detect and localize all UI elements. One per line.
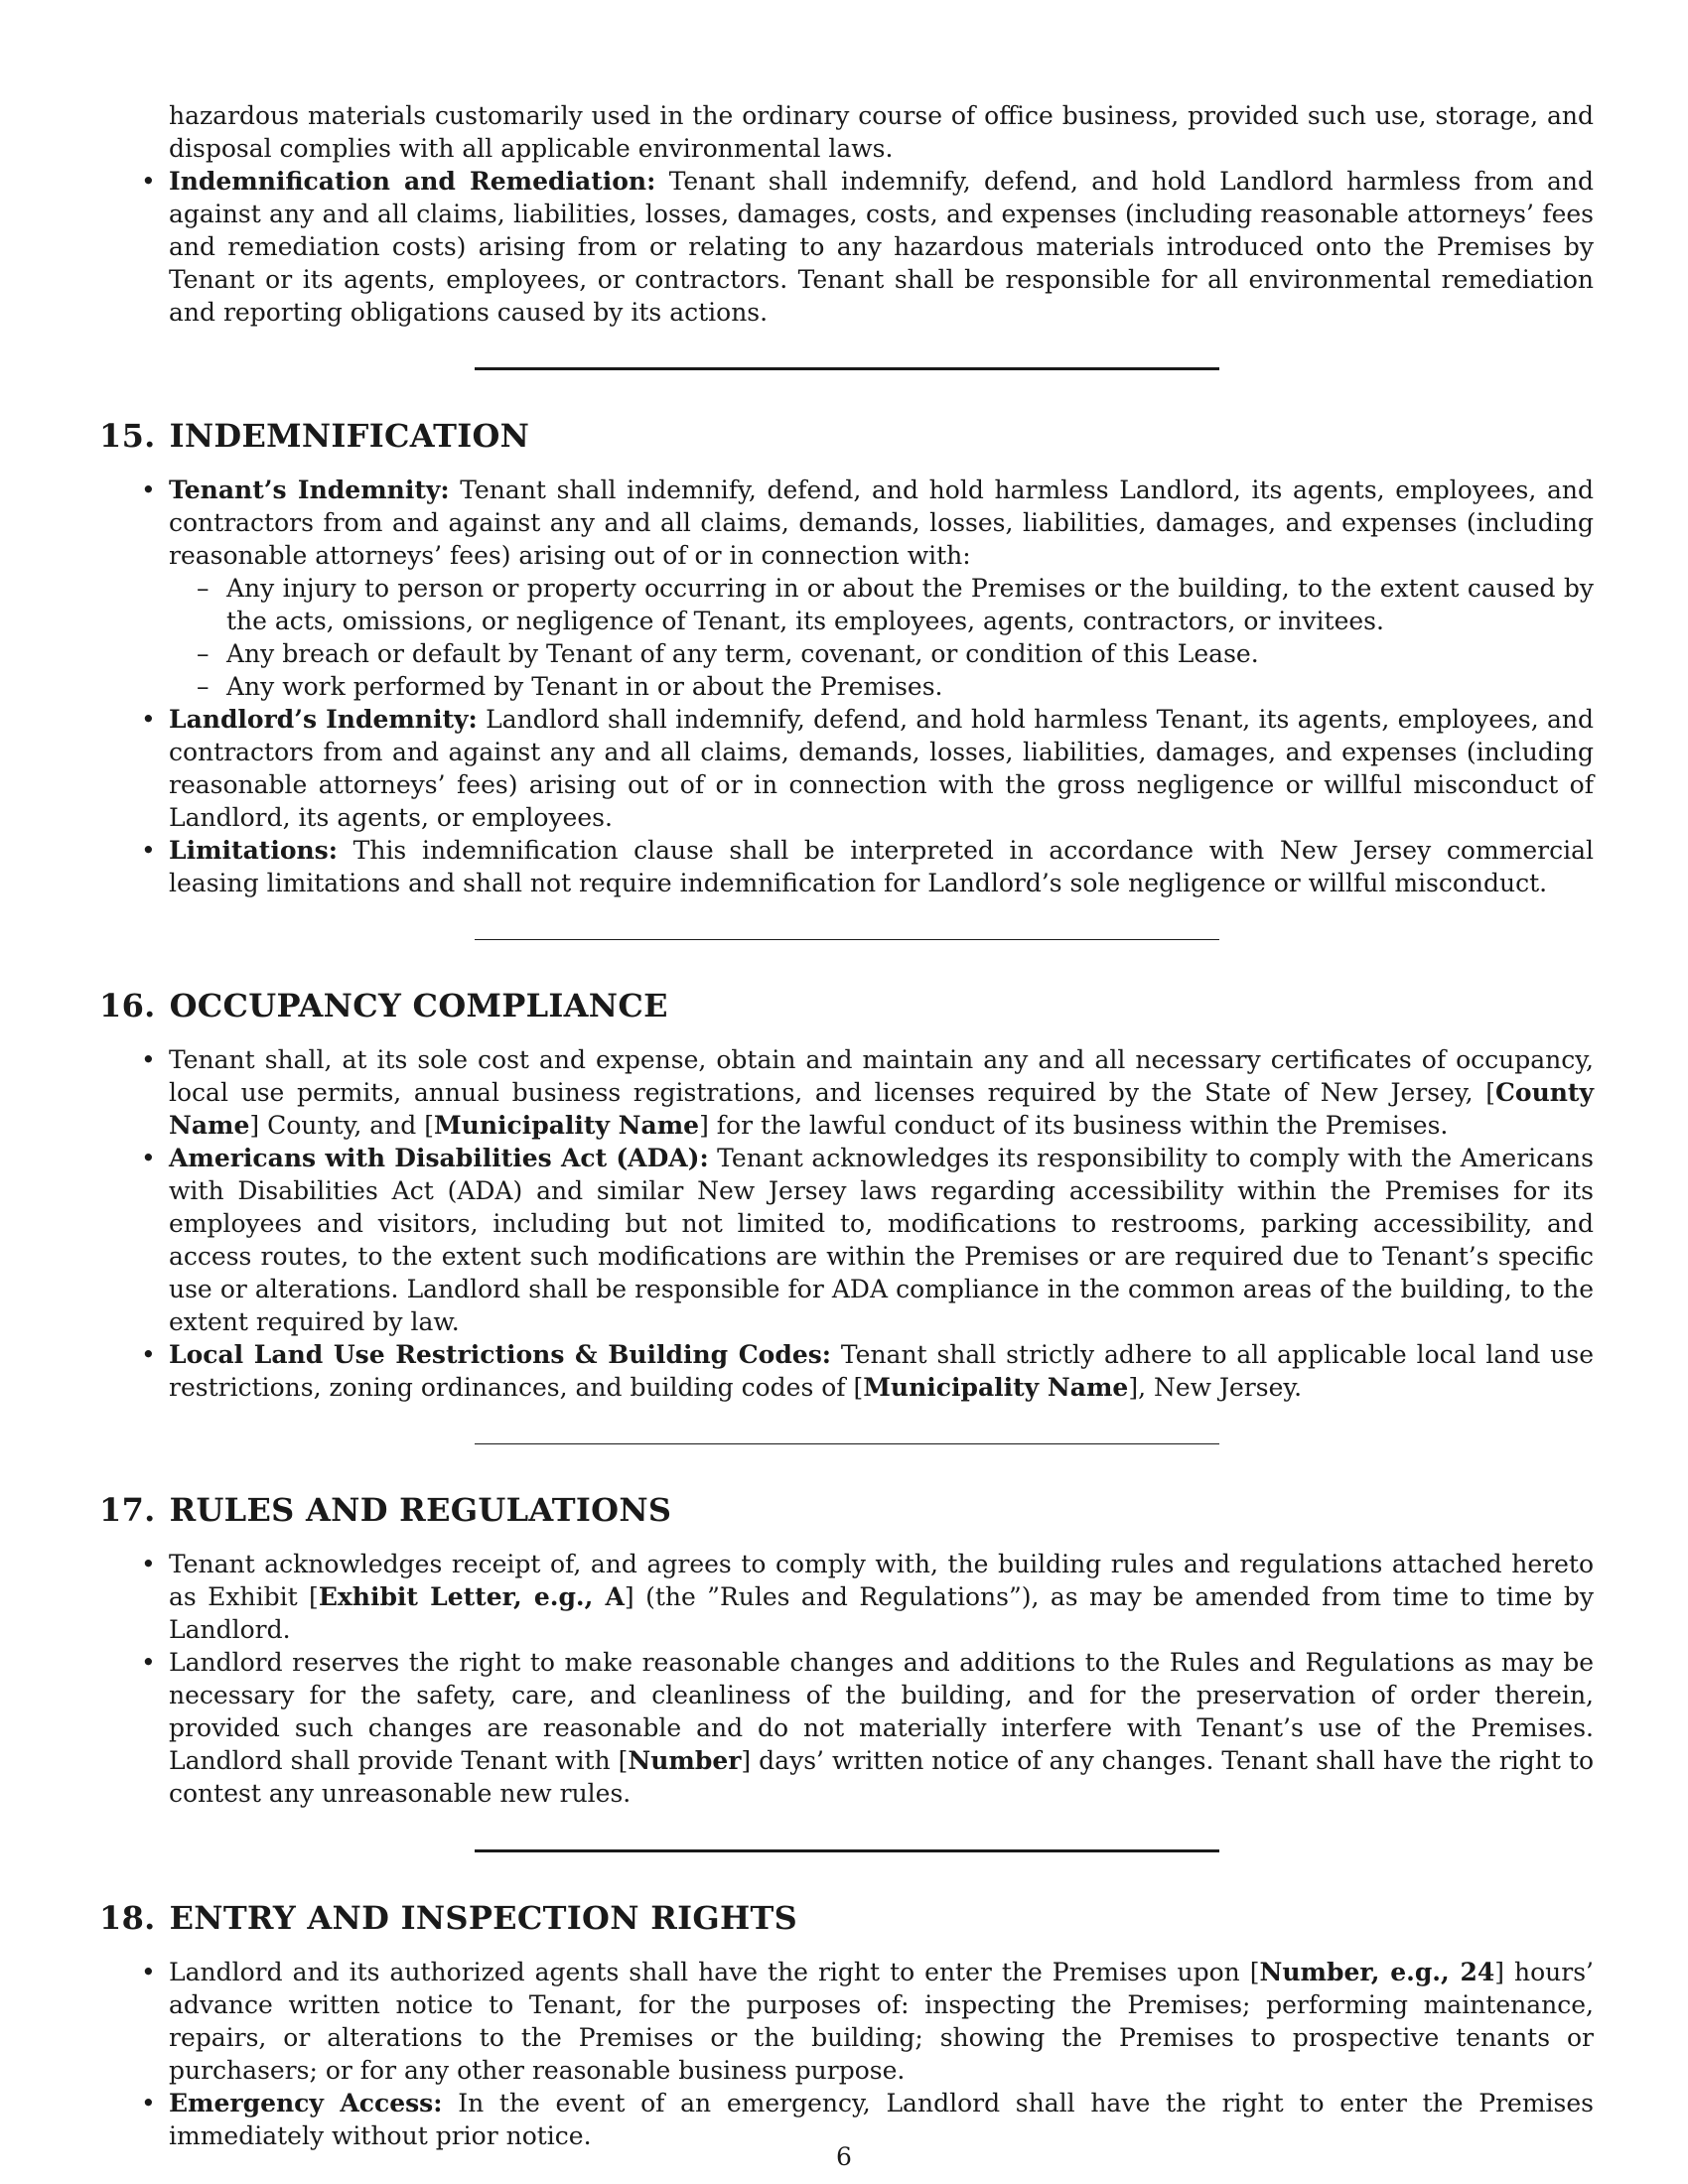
item-text: In the event of an emergency, Landlord shall have the right to enter the Premises immediately without prior notice. xyxy=(169,2089,1594,2150)
item-text: Landlord shall indemnify, defend, and hold harmless Tenant, its agents, employees, and contractors from and against any and all claims, demands, losses, liabilities, damages, and expenses (including reasonable attorneys’ fees) arising out of or in connection with the gross negligence or willful misconduct of Landlord, its agents, or employees. xyxy=(169,705,1594,832)
list-item xyxy=(99,1142,1594,1338)
section-heading-16: 16. OCCUPANCY COMPLIANCE xyxy=(99,987,668,1024)
section-divider xyxy=(475,1443,1219,1444)
list-item xyxy=(99,703,1594,834)
item-label: Limitations: xyxy=(169,836,338,865)
section-18-list xyxy=(99,1956,1594,2152)
list-item: • Local Land Use Restrictions & Building Codes: Tenant shall strictly adhere to all applicable local land use restrictions, zoning ordinances, and building codes of [Municipality Name], New Jersey. xyxy=(99,1338,1594,1404)
sub-list-item: – Any breach or default by Tenant of any term, covenant, or condition of this Lease. xyxy=(99,637,1594,670)
sub-list-item: – Any injury to person or property occurring in or about the Premises or the building, to the extent caused by the acts, omissions, or negligence of Tenant, its employees, agents, contractors, or invitees. xyxy=(99,572,1594,637)
item-text: Tenant shall indemnify, defend, and hold harmless Landlord, its agents, employees, and contractors from and against any and all claims, demands, losses, liabilities, damages, and expenses (including reasonable attorneys’ fees) arising out of or in connection with: xyxy=(169,476,1594,570)
item-label: Americans with Disabilities Act (ADA): xyxy=(169,1144,709,1172)
section-14-continuation xyxy=(99,99,1594,329)
section-divider xyxy=(475,939,1219,940)
list-item: • Tenant shall, at its sole cost and expense, obtain and maintain any and all necessary certificates of occupancy, local use permits, annual business registrations, and licenses required by the State of New Jersey, [County Name] County, and [Municipality Name] for the lawful conduct of its business within the Premises. xyxy=(99,1043,1594,1142)
continuation-text: hazardous materials customarily used in the ordinary course of office business, provided such use, storage, and disposal complies with all applicable environmental laws. xyxy=(169,101,1594,163)
item-label: Local Land Use Restrictions & Building Codes: xyxy=(169,1340,832,1369)
page-number: 6 xyxy=(836,2142,852,2171)
placeholder-number: Number xyxy=(628,1746,742,1775)
section-15-list-cont xyxy=(99,703,1594,899)
placeholder-hours: Number, e.g., 24 xyxy=(1259,1958,1495,1986)
list-item: • Tenant acknowledges receipt of, and agrees to comply with, the building rules and regulations attached hereto as Exhibit [Exhibit Letter, e.g., A] (the ”Rules and Regulations”), as may be amended from time to time by Landlord. xyxy=(99,1548,1594,1646)
section-heading-17: 17. RULES AND REGULATIONS xyxy=(99,1491,672,1529)
section-heading-15: 15. INDEMNIFICATION xyxy=(99,417,530,455)
section-15-sublist xyxy=(99,572,1594,703)
placeholder-exhibit-letter: Exhibit Letter, e.g., A xyxy=(318,1582,625,1611)
item-label: Landlord’s Indemnity: xyxy=(169,705,478,734)
list-item xyxy=(99,834,1594,899)
item-label: Emergency Access: xyxy=(169,2089,443,2117)
page-content xyxy=(99,99,1594,2152)
placeholder-municipality: Municipality Name xyxy=(863,1373,1129,1402)
list-item: • Landlord and its authorized agents shall have the right to enter the Premises upon [Number, e.g., 24] hours’ advance written notice to Tenant, for the purposes of: inspecting the Premises; performing maintenance, repairs, or alterations to the Premises or the building; showing the Premises to prospective tenants or purchasers; or for any other reasonable business purpose. xyxy=(99,1956,1594,2087)
item-text: Tenant shall indemnify, defend, and hold Landlord harmless from and against any and all claims, liabilities, losses, damages, costs, and expenses (including reasonable attorneys’ fees and remediation costs) arising from or relating to any hazardous materials introduced onto the Premises by Tenant or its agents, employees, or contractors. Tenant shall be responsible for all environmental remediation and reporting obligations caused by its actions. xyxy=(169,167,1594,327)
placeholder-county: County Name xyxy=(169,1078,1594,1140)
item-text: This indemnification clause shall be interpreted in accordance with New Jersey commercial leasing limitations and shall not require indemnification for Landlord’s sole negligence or willful misconduct. xyxy=(169,836,1594,897)
section-16-list xyxy=(99,1043,1594,1404)
list-item xyxy=(99,474,1594,572)
sub-list-item: – Any work performed by Tenant in or about the Premises. xyxy=(99,670,1594,703)
section-17-list xyxy=(99,1548,1594,1810)
item-label: Indemnification and Remediation: xyxy=(169,167,656,196)
list-item xyxy=(99,165,1594,329)
section-divider xyxy=(475,367,1219,370)
list-item: • Landlord reserves the right to make reasonable changes and additions to the Rules and Regulations as may be necessary for the safety, care, and cleanliness of the building, and for the preservation of order therein, provided such changes are reasonable and do not materially interfere with Tenant’s use of the Premises. Landlord shall provide Tenant with [Number] days’ written notice of any changes. Tenant shall have the right to contest any unreasonable new rules. xyxy=(99,1646,1594,1810)
section-15-list xyxy=(99,474,1594,572)
item-label: Tenant’s Indemnity: xyxy=(169,476,450,504)
section-divider xyxy=(475,1849,1219,1852)
item-text: Tenant acknowledges its responsibility to comply with the Americans with Disabilities Act (ADA) and similar New Jersey laws regarding accessibility within the Premises for its employees and visitors, including but not limited to, modifications to restrooms, parking accessibility, and access routes, to the extent such modifications are within the Premises or are required due to Tenant’s specific use or alterations. Landlord shall be responsible for ADA compliance in the common areas of the building, to the extent required by law. xyxy=(169,1144,1594,1336)
section-heading-18: 18. ENTRY AND INSPECTION RIGHTS xyxy=(99,1899,798,1937)
placeholder-municipality: Municipality Name xyxy=(433,1111,700,1140)
